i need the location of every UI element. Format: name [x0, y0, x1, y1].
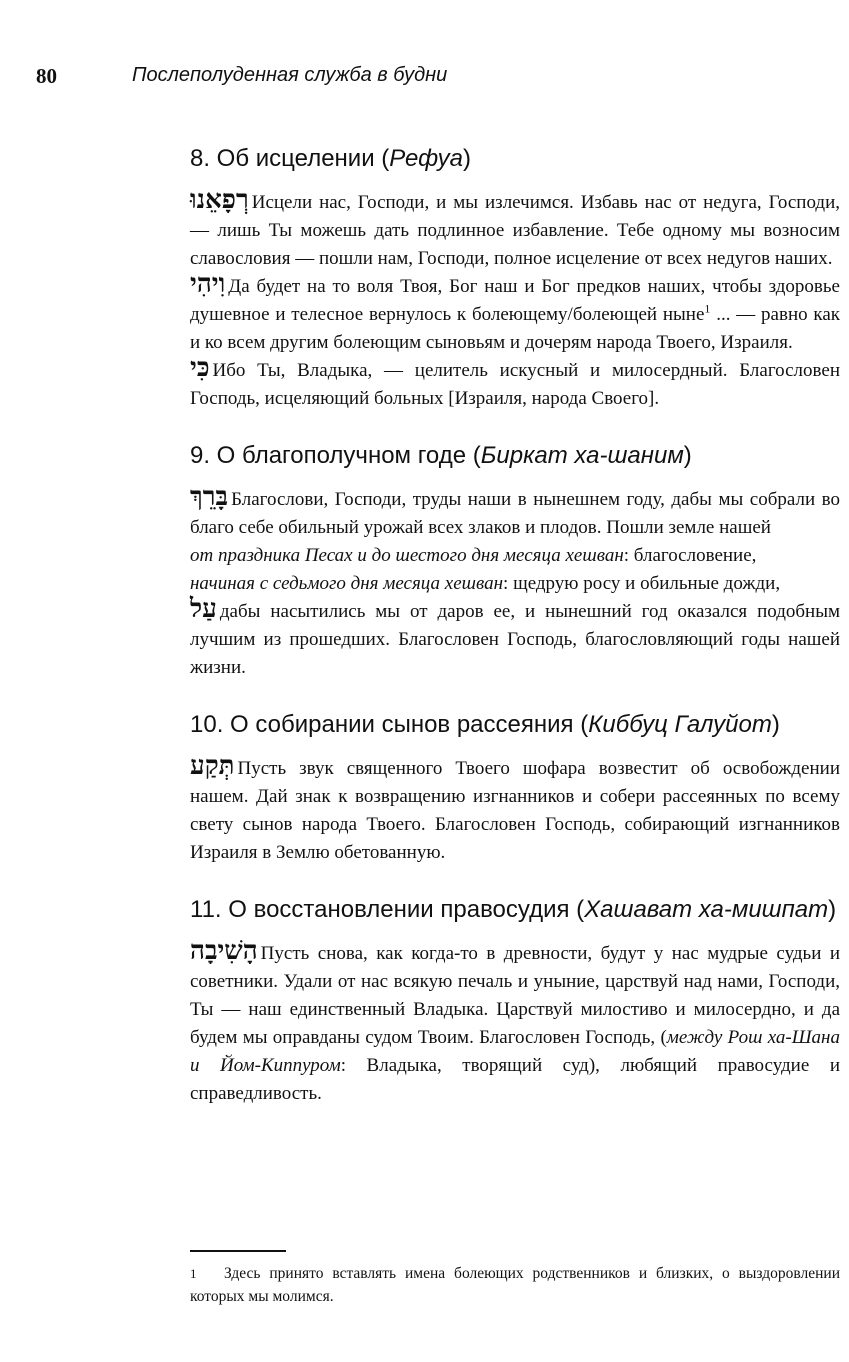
paragraph: תְּקַע Пусть звук священного Твоего шофара возвестит об освобождении нашем. Дай знак к возвращению изгнанников и собери рассеянных по всему свету сынов народа Твоего. Благословен Господь, собирающий изгнанников Израиля в Землю обетованную. — [190, 751, 840, 863]
hebrew-incipit: רְפָאֵנוּ — [190, 185, 249, 215]
section-title: 8. Об исцелении (Рефуа) — [190, 145, 471, 172]
section-10 — [190, 708, 840, 867]
section-8 — [190, 142, 840, 413]
running-title: Послеполуденная служба в будни — [132, 64, 448, 86]
hebrew-incipit: הָשִׁיבָה — [190, 936, 258, 966]
section-title: 11. О восстановлении правосудия (Хашават ха-мишпат) — [190, 896, 837, 923]
footnote-text: Здесь принято вставлять имена болеющих родственников и близких, о выздоровлении которых мы молимся. — [190, 1265, 840, 1305]
hebrew-incipit: תְּקַע — [190, 751, 235, 781]
paragraph: עַל дабы насытились мы от даров ее, и нынешний год оказался подобным лучшим из прошедших. Благословен Господь, благословляющий годы нашей жизни. — [190, 594, 840, 678]
page-number: 80 — [36, 64, 57, 88]
hebrew-incipit: עַל — [190, 594, 217, 624]
hebrew-incipit: וִיהִי — [190, 269, 226, 299]
footnote-ref: 1 — [704, 301, 711, 316]
paragraph: הָשִׁיבָה Пусть снова, как когда-то в древности, будут у нас мудрые судьи и советники. Удали от нас всякую печаль и уныние, царствуй над нами, Господи, Ты — наш единственный Владыка. Царствуй милостиво и милосердно, и да будем мы оправданы судом Твоим. Благословен Господь, (между Рош ха-Шана и Йом-Киппуром: Владыка, творящий суд), любящий правосудие и справедливость. — [190, 936, 840, 1104]
footnote — [190, 1262, 840, 1308]
paragraph: начиная с седьмого дня месяца хешван: щедрую росу и обильные дожди, — [190, 573, 781, 594]
page-content — [190, 142, 840, 1134]
paragraph: וִיהִי Да будет на то воля Твоя, Бог наш и Бог предков наших, чтобы здоровье душевное и телесное вернулось к болеющему/болеющей ныне$^1$ ... — равно как и ко всем другим болеющим сыновьям и дочерям народа Твоего, Израиля. — [190, 269, 841, 353]
section-title: 10. О собирании сынов рассеяния (Киббуц Галуйот) — [190, 711, 780, 738]
paragraph: רְפָאֵנוּ Исцели нас, Господи, и мы излечимся. Избавь нас от недуга, Господи, — лишь Ты можешь дать подлинное избавление. Тебе одному мы возносим славословия — пошли нам, Господи, полное исцеление от всех недугов наших. — [190, 185, 840, 269]
section-11 — [190, 893, 840, 1108]
hebrew-incipit: בָּרֵךְ — [190, 482, 229, 512]
paragraph: בָּרֵךְ Благослови, Господи, труды наши в нынешнем году, дабы мы собрали во благо себе обильный урожай всех злаков и плодов. Пошли земле нашей — [190, 482, 840, 538]
footnote-rule — [190, 1250, 286, 1252]
running-head — [36, 64, 836, 94]
paragraph: כִּי Ибо Ты, Владыка, — целитель искусный и милосердный. Благословен Господь, исцеляющий больных [Израиля, народа Своего]. — [190, 353, 840, 409]
section-9 — [190, 439, 840, 682]
paragraph: от праздника Песах и до шестого дня месяца хешван: благословение, — [190, 545, 757, 566]
section-title: 9. О благополучном годе (Биркат ха-шаним) — [190, 442, 692, 469]
footnote-number: 1 — [190, 1266, 197, 1281]
hebrew-incipit: כִּי — [190, 353, 210, 383]
